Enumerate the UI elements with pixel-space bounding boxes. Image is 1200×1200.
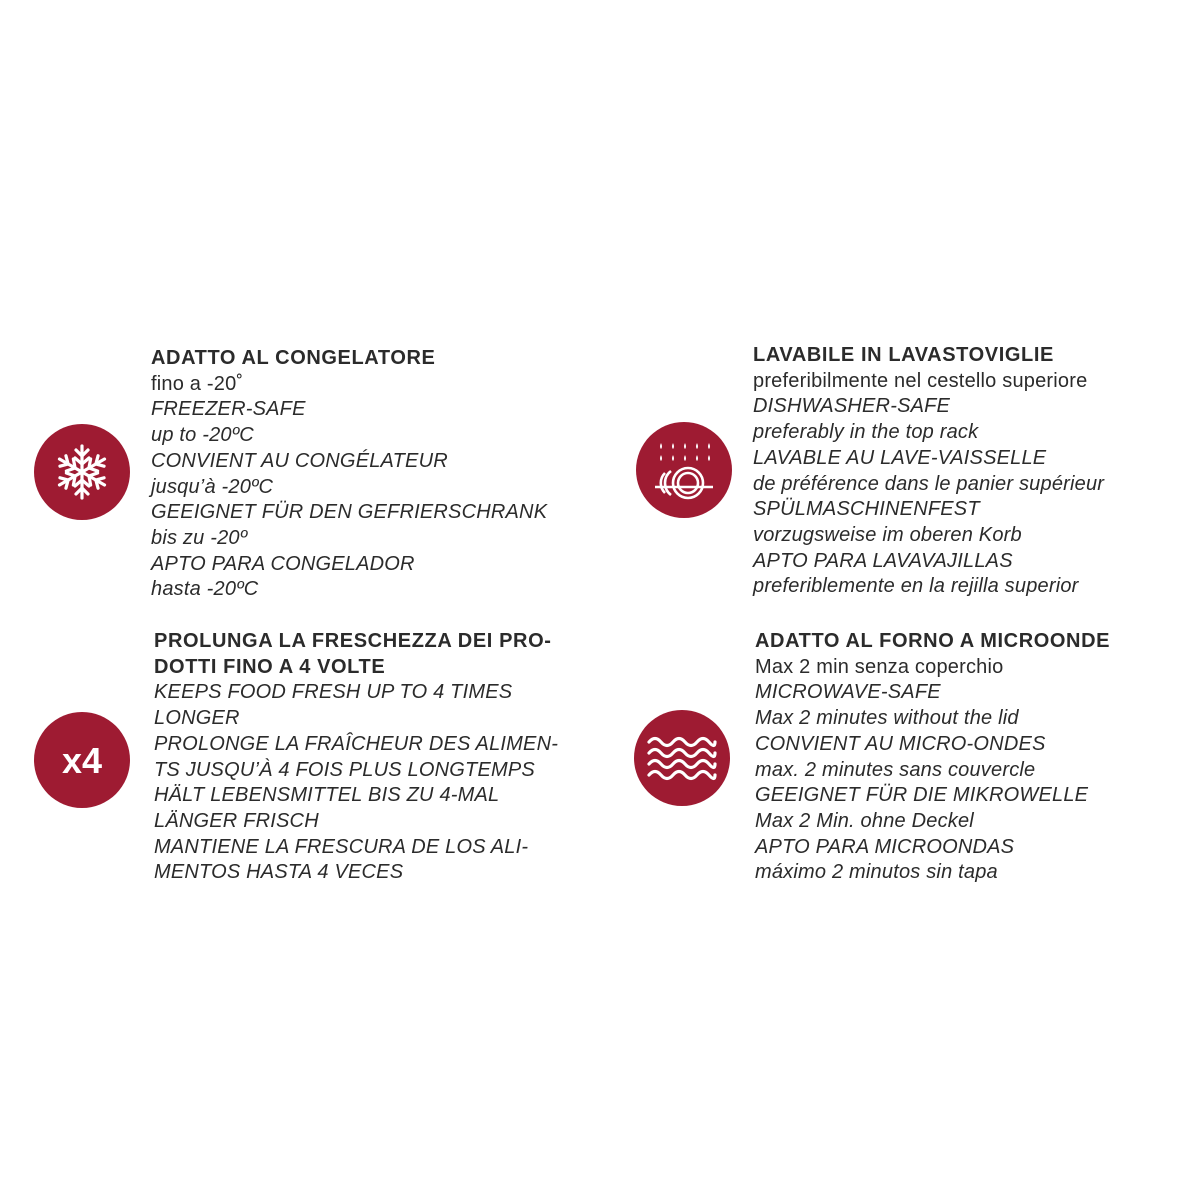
x4-icon-label: x4: [61, 740, 103, 781]
freezer-line: APTO PARA CONGELADOR: [151, 552, 415, 575]
microwave-waves-icon: [634, 710, 730, 806]
microwave-title: ADATTO AL FORNO A MICROONDE: [755, 630, 1111, 652]
freshness-line: LÄNGER FRISCH: [154, 809, 319, 832]
microwave-line: Max 2 min senza coperchio: [755, 655, 1004, 678]
freezer-line: fino a -20˚: [151, 372, 244, 395]
freshness-line: HÄLT LEBENSMITTEL BIS ZU 4-MAL: [154, 784, 500, 807]
freezer-line: FREEZER-SAFE: [151, 398, 306, 421]
snowflake-icon: [34, 424, 130, 520]
microwave-line: GEEIGNET FÜR DIE MIKROWELLE: [755, 784, 1089, 807]
microwave-line: MICROWAVE-SAFE: [755, 681, 941, 704]
x4-icon: [34, 712, 130, 808]
dishwasher-line: SPÜLMASCHINENFEST: [753, 498, 980, 521]
freezer-line: jusqu’à -20ºC: [151, 475, 274, 498]
freshness-line: KEEPS FOOD FRESH UP TO 4 TIMES: [154, 681, 513, 704]
freezer-line: hasta -20ºC: [151, 578, 259, 601]
freshness-title: DOTTI FINO A 4 VOLTE: [154, 655, 386, 678]
dishwasher-line: preferibilmente nel cestello superiore: [753, 369, 1088, 392]
freshness-title: PROLUNGA LA FRESCHEZZA DEI PRO-: [154, 630, 552, 652]
dishwasher-text: [753, 343, 1104, 600]
freezer-line: GEEIGNET FÜR DEN GEFRIERSCHRANK: [151, 501, 548, 524]
microwave-line: máximo 2 minutos sin tapa: [755, 861, 998, 884]
freshness-line: MENTOS HASTA 4 VECES: [154, 861, 404, 884]
dishwasher-line: preferiblemente en la rejilla superior: [753, 575, 1079, 598]
dishwasher-line: preferably in the top rack: [753, 421, 979, 444]
freezer-line: bis zu -20º: [151, 526, 248, 549]
freezer-line: up to -20ºC: [151, 424, 254, 447]
dishwasher-title: LAVABILE IN LAVASTOVIGLIE: [753, 344, 1054, 366]
dishwasher-line: DISHWASHER-SAFE: [753, 395, 951, 418]
dishwasher-icon: [636, 422, 732, 518]
microwave-text: [755, 629, 1110, 886]
microwave-line: CONVIENT AU MICRO-ONDES: [755, 732, 1046, 755]
dishwasher-line: vorzugsweise im oberen Korb: [753, 523, 1022, 546]
microwave-line: max. 2 minutes sans couvercle: [755, 758, 1036, 781]
microwave-line: Max 2 Min. ohne Deckel: [755, 809, 974, 832]
freezer-line: CONVIENT AU CONGÉLATEUR: [151, 449, 448, 472]
freshness-text: [154, 629, 558, 886]
freshness-line: MANTIENE LA FRESCURA DE LOS ALI-: [154, 835, 529, 858]
freshness-line: PROLONGE LA FRAÎCHEUR DES ALIMEN-: [154, 732, 559, 755]
dishwasher-line: LAVABLE AU LAVE-VAISSELLE: [753, 446, 1047, 469]
microwave-line: Max 2 minutes without the lid: [755, 707, 1019, 730]
dishwasher-line: de préférence dans le panier supérieur: [753, 472, 1105, 495]
freezer-text: [151, 346, 547, 603]
freshness-line: TS JUSQU’À 4 FOIS PLUS LONGTEMPS: [154, 758, 535, 781]
microwave-line: APTO PARA MICROONDAS: [755, 835, 1015, 858]
freezer-title: ADATTO AL CONGELATORE: [151, 347, 436, 369]
dishwasher-line: APTO PARA LAVAVAJILLAS: [753, 549, 1013, 572]
freshness-line: LONGER: [154, 707, 240, 730]
